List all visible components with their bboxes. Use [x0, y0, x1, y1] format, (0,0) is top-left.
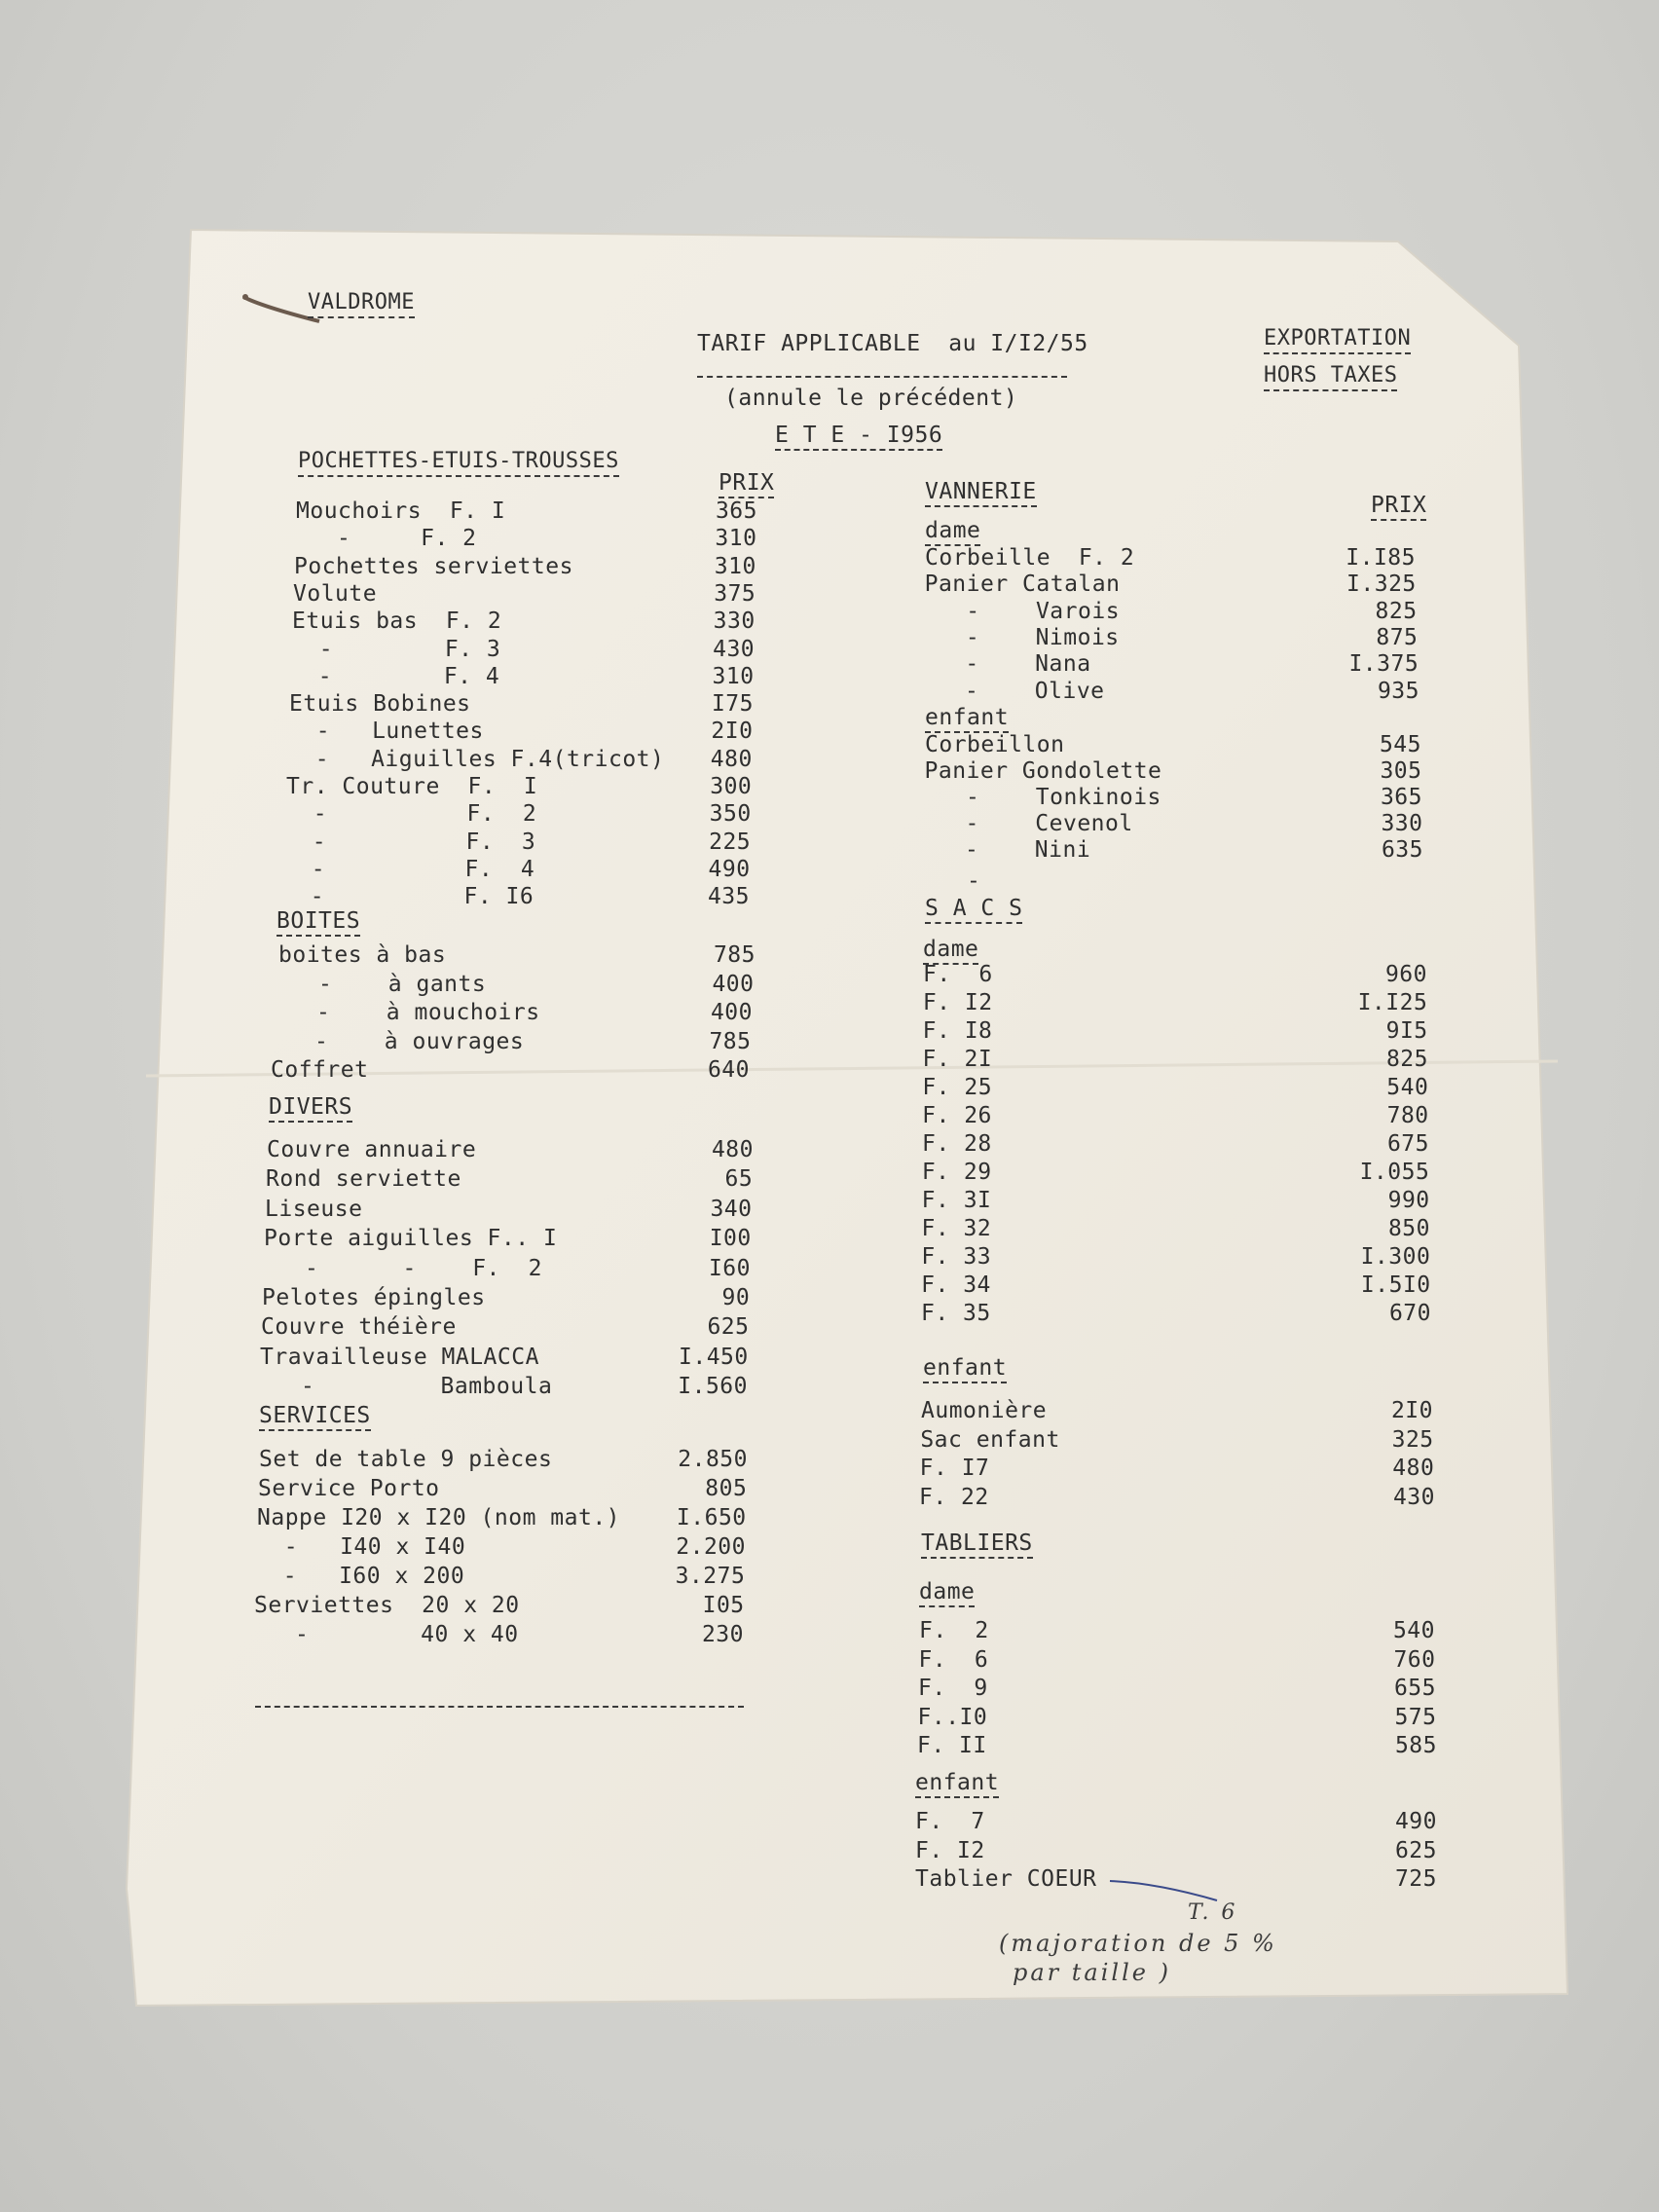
title-rule [697, 376, 1067, 378]
item-price: 365 [715, 498, 757, 524]
item-price: 640 [707, 1057, 750, 1083]
item-price: I.325 [1346, 571, 1417, 598]
item-label: - Aiguilles F.4(tricot) [287, 746, 665, 772]
item-label: Service Porto [258, 1476, 440, 1501]
item-label: - F. 2 [295, 526, 477, 552]
item-price: 935 [1377, 678, 1419, 704]
item-price: 330 [713, 608, 756, 635]
item-label: - F. 2 [285, 801, 537, 828]
item-price: 625 [707, 1314, 750, 1341]
item-price: 300 [710, 774, 753, 799]
item-label: F. 3I [921, 1188, 992, 1213]
section-heading-services: SERVICES [259, 1403, 371, 1431]
item-price: 545 [1379, 732, 1421, 757]
item-label: Etuis bas F. 2 [292, 608, 502, 635]
item-price: 430 [713, 636, 756, 662]
item-price: 675 [1386, 1131, 1429, 1157]
item-price: 670 [1388, 1301, 1431, 1326]
item-label: - Nimois [923, 624, 1120, 650]
item-price: 400 [712, 971, 755, 997]
company-name: VALDROME [308, 290, 415, 318]
item-price: 225 [709, 829, 752, 855]
item-price: I60 [708, 1255, 751, 1281]
item-label: F. 25 [922, 1075, 993, 1100]
item-price: 625 [1394, 1837, 1437, 1863]
left-closing-rule [255, 1706, 744, 1708]
item-price: 850 [1387, 1216, 1430, 1241]
item-label: F. 35 [921, 1301, 991, 1326]
item-price: 655 [1393, 1676, 1436, 1701]
item-price: 2I0 [711, 719, 754, 745]
item-price: 805 [705, 1476, 748, 1501]
item-price: 575 [1394, 1704, 1437, 1730]
item-label: Pelotes épingles [262, 1285, 486, 1310]
item-price: I.5I0 [1360, 1272, 1431, 1298]
item-label: Panier Gondolette [924, 758, 1162, 784]
item-label: - F. 3 [284, 829, 536, 855]
item-price: 400 [710, 1000, 753, 1025]
item-price: 2.200 [676, 1534, 746, 1560]
item-price: 785 [713, 942, 756, 968]
item-label: Couvre théière [261, 1314, 457, 1341]
vannerie-dame-label: dame [925, 518, 980, 546]
item-label: boites à bas [278, 942, 447, 968]
item-label: Serviettes 20 x 20 [254, 1593, 520, 1618]
item-label: - - F. 2 [263, 1255, 542, 1281]
item-price: I.I85 [1346, 545, 1416, 571]
item-price: 350 [709, 801, 752, 828]
item-label: F. I7 [919, 1456, 990, 1481]
item-label: F. 33 [921, 1244, 992, 1270]
item-label: - F. I6 [282, 884, 535, 910]
item-label: - Bamboula [259, 1374, 553, 1400]
item-label: - F. 4 [290, 663, 500, 689]
item-price: 960 [1384, 962, 1427, 987]
item-price: 340 [710, 1196, 753, 1222]
item-price: 3.275 [675, 1564, 746, 1589]
item-label: - Nini [923, 837, 1091, 863]
item-label: - Nana [923, 651, 1091, 678]
section-heading-sacs: S A C S [925, 896, 1022, 924]
item-label: F. I8 [922, 1018, 993, 1044]
item-label: F. II [917, 1733, 987, 1758]
sacs-dame-label: dame [923, 937, 978, 965]
item-label: F. 6 [923, 962, 993, 987]
item-label: F. 34 [921, 1272, 991, 1298]
item-label: - à ouvrages [273, 1028, 525, 1054]
item-label: Panier Catalan [924, 571, 1121, 598]
item-price: 540 [1392, 1618, 1435, 1643]
item-label: Travailleuse MALACCA [260, 1344, 539, 1370]
item-label: - F. 3 [291, 636, 501, 662]
tabliers-dame-label: dame [919, 1579, 975, 1607]
item-price: 310 [714, 553, 756, 579]
item-label: Mouchoirs F. I [296, 498, 506, 524]
item-price: 305 [1380, 758, 1422, 784]
item-price: 875 [1376, 624, 1419, 650]
export-label: EXPORTATION [1264, 326, 1411, 354]
item-label: - 40 x 40 [253, 1622, 519, 1647]
item-label: Rond serviette [266, 1166, 461, 1193]
item-price: 9I5 [1385, 1018, 1428, 1044]
item-price: 310 [715, 526, 757, 552]
section-heading-tabliers: TABLIERS [921, 1530, 1033, 1559]
item-label: F. 29 [921, 1160, 992, 1185]
item-label: Volute [293, 580, 378, 607]
tax-label: HORS TAXES [1264, 363, 1397, 391]
section-heading-pochettes: POCHETTES-ETUIS-TROUSSES [298, 449, 619, 477]
left-price-header: PRIX [719, 470, 774, 498]
item-label: Corbeillon [925, 732, 1065, 757]
item-price: I00 [709, 1226, 752, 1252]
item-price: 760 [1393, 1646, 1436, 1673]
item-price: 2.850 [678, 1447, 748, 1472]
item-label: F. 32 [921, 1216, 992, 1241]
item-price: 2I0 [1390, 1398, 1433, 1423]
item-price: 780 [1386, 1103, 1429, 1128]
item-price: 490 [1394, 1809, 1437, 1834]
item-price: 635 [1381, 837, 1423, 863]
item-price: I.375 [1348, 651, 1419, 678]
item-label: - I60 x 200 [255, 1564, 465, 1589]
item-label: F. 26 [922, 1103, 992, 1128]
item-label: F. 6 [918, 1646, 989, 1673]
item-label: - à mouchoirs [275, 1000, 540, 1025]
item-price: I.560 [678, 1374, 748, 1400]
item-label: - Cevenol [923, 811, 1133, 836]
item-label: F. I2 [922, 990, 993, 1015]
item-price: 65 [724, 1166, 754, 1193]
vannerie-trailing-dash: - [925, 868, 981, 894]
tariff-subtitle: (annule le précédent) [724, 386, 1018, 411]
item-label: - Lunettes [288, 719, 484, 745]
handwritten-ref: T. 6 [1188, 1900, 1238, 1925]
handwritten-note-line1: (majoration de 5 % [999, 1930, 1277, 1957]
item-price: 990 [1387, 1188, 1430, 1213]
item-label: Tr. Couture F. I [286, 774, 538, 799]
item-price: 785 [709, 1028, 752, 1054]
item-label: - Tonkinois [924, 785, 1161, 810]
item-label: F. 28 [922, 1131, 992, 1157]
item-price: 480 [711, 1137, 754, 1162]
item-label: Porte aiguilles F.. I [264, 1226, 558, 1252]
item-label: Tablier COEUR [915, 1866, 1097, 1892]
item-price: 330 [1381, 811, 1423, 836]
item-label: F. 9 [918, 1676, 988, 1701]
item-label: Aumonière [921, 1398, 1048, 1423]
item-label: Nappe I20 x I20 (nom mat.) [257, 1505, 621, 1530]
item-label: - Olive [923, 678, 1105, 704]
item-price: 540 [1386, 1075, 1429, 1100]
item-label: F. 7 [915, 1809, 985, 1834]
item-price: I.450 [679, 1344, 749, 1370]
item-label: - à gants [276, 971, 487, 997]
item-price: 310 [712, 663, 755, 689]
item-price: 585 [1394, 1733, 1437, 1758]
item-price: 430 [1392, 1484, 1435, 1510]
item-label: Coffret [271, 1057, 369, 1083]
item-label: F..I0 [917, 1704, 988, 1730]
item-price: 230 [701, 1622, 744, 1647]
item-price: 825 [1385, 1047, 1428, 1072]
tabliers-enfant-label: enfant [915, 1770, 999, 1798]
item-label: Couvre annuaire [267, 1137, 477, 1162]
item-label: Etuis Bobines [289, 691, 471, 718]
section-heading-boites: BOITES [276, 908, 360, 937]
item-price: I.I25 [1357, 990, 1428, 1015]
right-price-header: PRIX [1371, 493, 1426, 521]
item-price: I.650 [676, 1505, 747, 1530]
item-label: - Varois [924, 598, 1121, 624]
item-label: Liseuse [265, 1196, 363, 1222]
vannerie-enfant-label: enfant [925, 705, 1009, 733]
item-label: F. 22 [919, 1484, 989, 1510]
item-price: 365 [1380, 785, 1422, 810]
sacs-enfant-label: enfant [923, 1355, 1007, 1383]
handwritten-note-line2: par taille ) [1013, 1959, 1171, 1986]
item-price: 375 [714, 580, 756, 607]
item-price: I.300 [1360, 1244, 1431, 1270]
item-label: F. 2 [919, 1618, 989, 1643]
season-label: E T E - I956 [775, 423, 942, 451]
item-price: I05 [702, 1593, 745, 1618]
item-label: Pochettes serviettes [294, 553, 573, 579]
item-label: Set de table 9 pièces [259, 1447, 553, 1472]
item-price: 90 [721, 1285, 751, 1310]
item-price: I.055 [1359, 1160, 1430, 1185]
item-price: I75 [711, 691, 754, 718]
item-price: 490 [708, 856, 751, 882]
item-price: 825 [1375, 598, 1418, 624]
item-label: - F. 4 [283, 856, 535, 882]
item-label: F. 2I [922, 1047, 993, 1072]
item-label: F. I2 [915, 1837, 985, 1863]
section-heading-divers: DIVERS [269, 1094, 352, 1123]
item-label: Sac enfant [920, 1426, 1060, 1453]
item-price: 480 [1392, 1456, 1435, 1481]
item-label: Corbeille F. 2 [925, 545, 1135, 571]
item-price: 725 [1394, 1866, 1437, 1892]
section-heading-vannerie: VANNERIE [925, 479, 1037, 507]
item-label: - I40 x I40 [256, 1534, 466, 1560]
item-price: 325 [1391, 1426, 1434, 1453]
item-price: 435 [707, 884, 750, 910]
item-price: 480 [710, 746, 753, 772]
tariff-title: TARIF APPLICABLE au I/I2/55 [697, 331, 1088, 356]
